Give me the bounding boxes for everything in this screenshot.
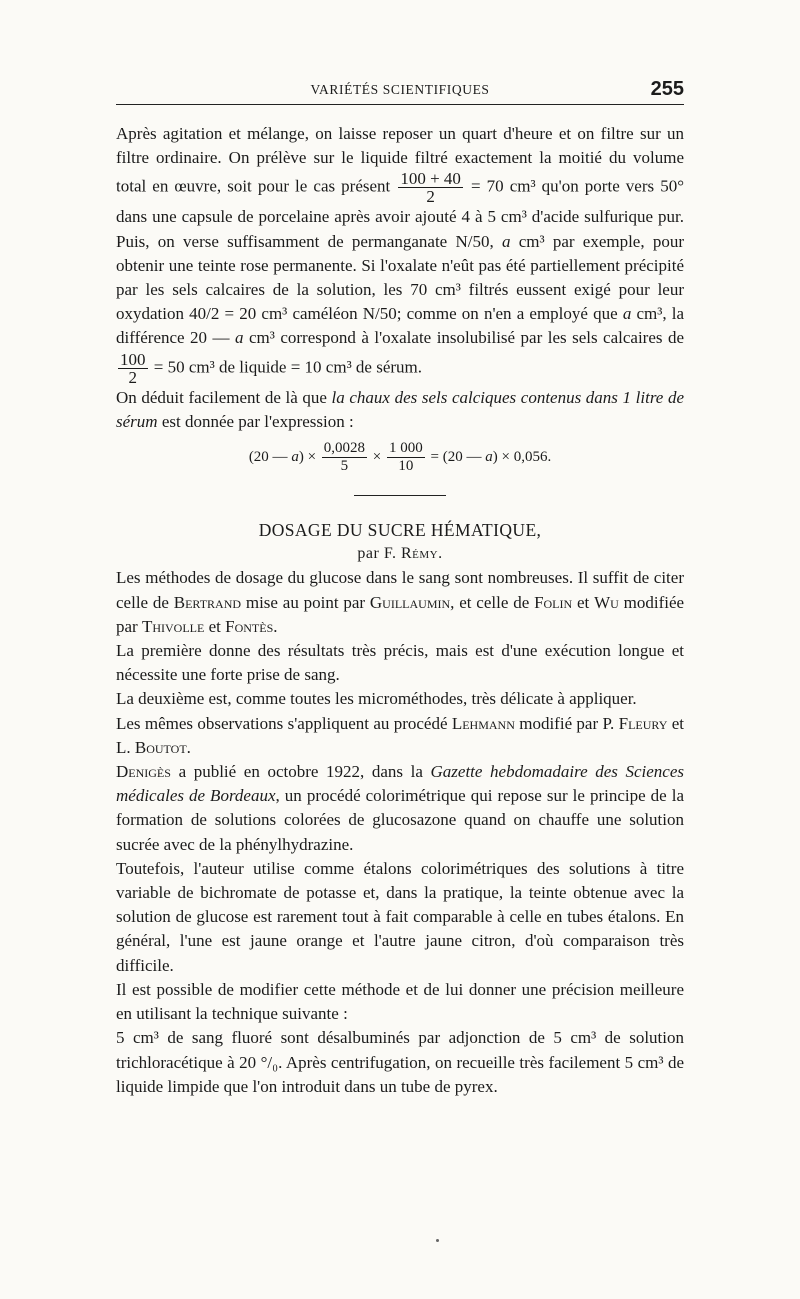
variable-a: a [501, 231, 511, 251]
text-run: modifiée par [116, 592, 685, 636]
times-sign: × [372, 448, 382, 465]
text-run: . [273, 616, 278, 636]
fraction-denominator: 10 [398, 458, 414, 475]
times-sign: × [307, 448, 317, 465]
text-run: cm³ par exemple, pour obtenir une teinte rose permanente. Si l'oxalate n'eût pas été partiellement précipité par les sels calcaires de la solution, les 70 cm³ filtrés eussent exigé pour leur oxydation 40/2 = 20 cm³ caméléon N/50; comme on n'en a employé que [116, 231, 685, 324]
variable-a: a [235, 328, 244, 348]
section-author [116, 542, 684, 566]
text-run: et [208, 616, 221, 636]
text-run: = 70 cm³ qu'on porte vers 50° dans une capsule de porcelaine après avoir ajouté 4 à 5 cm³ d'acide sulfurique pur. Puis, on verse suffisamment de permanganate N/50, [116, 176, 684, 251]
fraction-numerator: 1 000 [389, 440, 423, 457]
paragraph-first-method: La première donne des résultats très précis, mais est d'une exécution longue et nécessite une forte prise de sang. [116, 641, 684, 685]
page-number: 255 [650, 78, 684, 100]
fraction-volume [398, 170, 463, 205]
formula-part: (20 — [248, 448, 288, 465]
fraction-denominator: 2 [426, 187, 435, 207]
journal-title: Gazette hebdomadaire des Sciences médicales de Bordeaux [116, 762, 685, 806]
fraction-half [118, 351, 148, 386]
author-prefix: par F. [357, 545, 397, 563]
paragraph-deduction [116, 386, 684, 434]
paragraph-methods [116, 566, 684, 639]
text-run: a publié en octobre 1922, dans la [178, 762, 423, 782]
running-head: VARIÉTÉS SCIENTIFIQUES [310, 82, 490, 97]
text-run: mise au point par [245, 592, 366, 612]
text-run: = 50 cm³ de liquide = 10 cm³ de sérum. [153, 357, 423, 377]
author-ref: Folin [534, 592, 573, 612]
text-run: cm³ correspond à l'oxalate insolubilisé par les sels calcaires de [249, 328, 685, 348]
text-run: . [186, 737, 191, 757]
author-ref: Thivolle [141, 616, 205, 636]
section-title: DOSAGE DU SUCRE HÉMATIQUE, [258, 520, 542, 541]
variable-a: a [622, 304, 632, 324]
paragraph-deniges [116, 760, 684, 857]
text-run: , un procédé colorimétrique qui repose sur le principe de la formation de solutions colorées de glucosazone quand on chauffe une solution sucrée avec de la phénylhydrazine. [116, 786, 684, 854]
text-run: cm³, la différence 20 — [116, 304, 685, 348]
text-run: On déduit facilement de là que [116, 387, 327, 407]
page-header [116, 80, 684, 105]
paragraph-lehmann [116, 712, 684, 760]
author-ref: Denigès [116, 762, 171, 782]
fraction-numerator: 0,0028 [323, 440, 366, 457]
paragraph-toutefois: Toutefois, l'auteur utilise comme étalons colorimétriques des solutions à titre variable de bichromate de potasse et, dans la pratique, la teinte obtenue avec la solution de glucose est rarement tout à fait comparable à celle en tubes étalons. En général, l'une est jaune orange et l'autre jaune citron, d'où comparaison très difficile. [116, 858, 684, 975]
fraction-scale [387, 440, 425, 475]
fraction-denominator: 2 [128, 367, 137, 387]
text-run: , et celle de [450, 592, 530, 612]
section-divider [354, 495, 446, 496]
fraction-coefficient [322, 440, 367, 475]
author-ref: Lehmann [451, 713, 515, 733]
text-run: Les mêmes observations s'appliquent au procédé [116, 713, 448, 733]
formula-part: 0,056. [513, 448, 552, 465]
text-run: modifié par P. [519, 713, 615, 733]
fraction-numerator: 100 [120, 349, 146, 369]
text-run: est donnée par l'expression : [161, 411, 354, 431]
paragraph-second-method: La deuxième est, comme toutes les microméthodes, très délicate à appliquer. [116, 689, 637, 709]
author-ref: Boutot [134, 737, 187, 757]
author-ref: Fleury [618, 713, 668, 733]
text-run: Après agitation et mélange, on laisse reposer un quart d'heure et on filtre sur un filtre ordinaire. On prélève sur le liquide filtré exactement la moitié du volume total en œuvre, soit pour le cas présent [116, 124, 684, 196]
times-sign: × [501, 448, 510, 465]
paragraph-possible: Il est possible de modifier cette méthode et de lui donner une précision meilleure en utilisant la technique suivante : [116, 979, 684, 1024]
text-run: Les méthodes de dosage du glucose dans le sang sont nombreuses. Il suffit de citer celle de [116, 568, 684, 612]
fraction-numerator: 100 + 40 [400, 169, 461, 189]
variable-a: a [291, 448, 299, 465]
formula-part: = (20 — [430, 448, 482, 465]
author-ref: Bertrand [173, 592, 242, 612]
author-ref: Guillaumin [369, 592, 451, 612]
formula-expression [116, 440, 684, 475]
formula-part: ) [492, 448, 498, 465]
author-ref: Fontès [225, 616, 274, 636]
author-name: Rémy. [400, 545, 443, 563]
paragraph-technique: 5 cm³ de sang fluoré sont désalbuminés par adjonction de 5 cm³ de solution trichloracétique à 20 °/₀. Après centrifugation, on recueille très facilement 5 cm³ de liquide limpide que l'on introduit dans un tube de pyrex. [116, 1028, 684, 1096]
author-ref: Wu [594, 592, 619, 612]
italic-phrase: la chaux des sels calciques contenus dans 1 litre de sérum [116, 387, 685, 431]
fraction-denominator: 5 [340, 458, 349, 475]
text-run: et L. [116, 713, 685, 757]
paragraph-procedure [116, 122, 684, 386]
page-body [116, 122, 684, 1099]
formula-part: ) [298, 448, 304, 465]
print-speck [436, 1239, 439, 1242]
text-run: et [577, 592, 590, 612]
variable-a: a [485, 448, 493, 465]
